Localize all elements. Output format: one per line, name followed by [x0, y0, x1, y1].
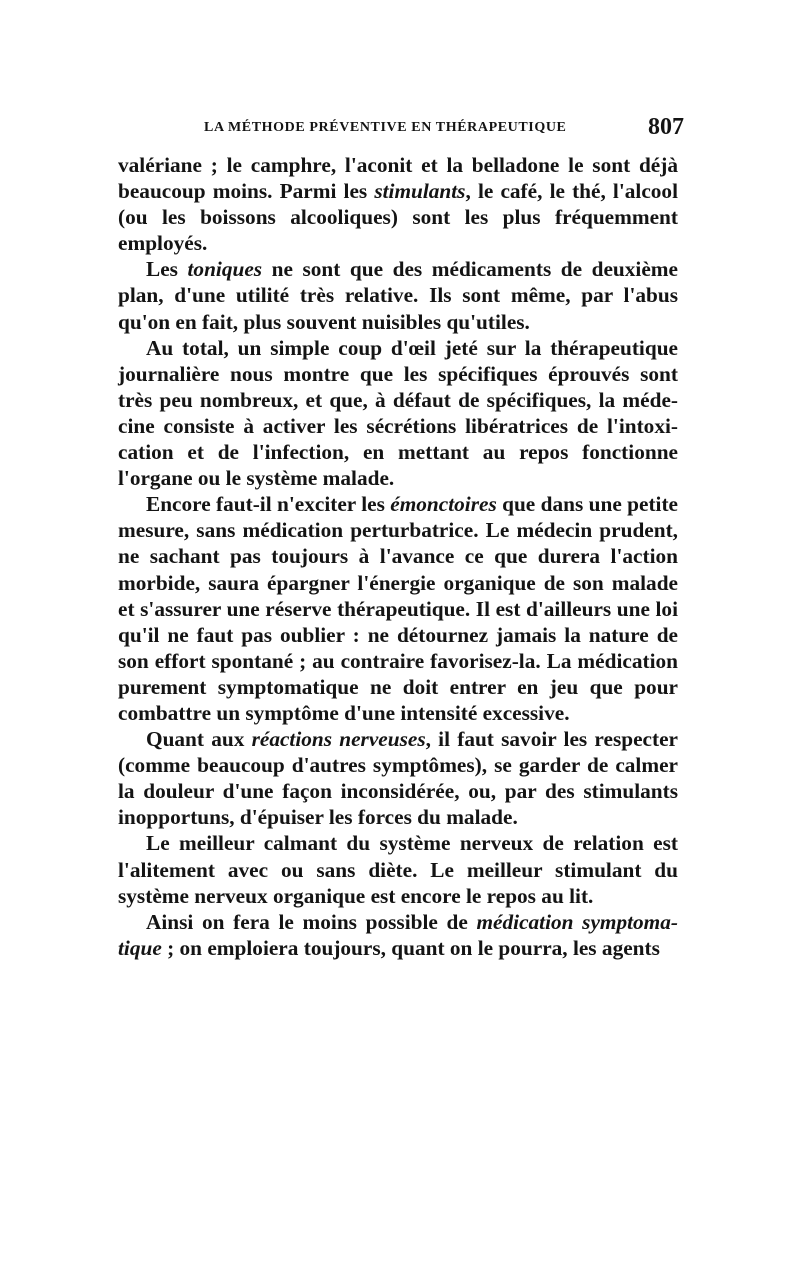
paragraph-5-text-b: , il faut savoir les respecter (comme beaucoup d'autres symptômes), se garder de calmer la douleur d'une façon inconsidérée, ou, par des stimulants inopportuns, d'épuiser les forces du malade.: [118, 727, 678, 830]
paragraph-7-emphasis: médication symptomatique: [118, 909, 678, 960]
paragraph-5: [118, 726, 678, 830]
paragraph-1-emphasis: stimulants: [374, 179, 466, 204]
running-head: [118, 114, 684, 144]
paragraph-2-text-a: Les: [146, 257, 188, 282]
body-text: [118, 152, 678, 961]
paragraph-7-text-b: ; on emploiera toujours, quant on le pourra, les agents: [161, 935, 660, 960]
paragraph-2-text-b: ne sont que des médicaments de deuxième plan, d'une utilité très relative. Ils sont même, par l'abus qu'on en fait, plus souvent nuisibles qu'utiles.: [118, 257, 678, 334]
paragraph-7: [118, 909, 678, 961]
paragraph-6-text: Le meilleur calmant du système nerveux de relation est l'alitement avec ou sans diète. Le meilleur stimulant du système nerveux organique est encore le repos au lit.: [118, 831, 678, 908]
paragraph-4-text-b: que dans une petite mesure, sans médication perturbatrice. Le médecin prudent, ne sachant pas toujours à l'avance ce que durera l'action morbide, saura épargner l'énergie organique de son malade et s'assurer une réserve thérapeutique. Il est d'ailleurs une loi qu'il ne faut pas oublier : ne détournez jamais la nature de son effort spontané ; au contraire favorisez-la. La médication purement symptomatique ne doit entrer en jeu que pour combattre un symptôme d'une intensité excessive.: [118, 492, 678, 725]
page-number: 807: [648, 114, 684, 140]
paragraph-2-emphasis: toniques: [187, 257, 263, 282]
running-title: LA MÉTHODE PRÉVENTIVE EN THÉRAPEUTIQUE: [204, 120, 567, 135]
paragraph-1: [118, 152, 678, 256]
paragraph-4: [118, 491, 678, 726]
paragraph-5-emphasis: réactions nerveuses: [251, 727, 426, 752]
paragraph-7-text-a: Ainsi on fera le moins possible de: [146, 909, 477, 934]
paragraph-3: [118, 335, 678, 492]
paragraph-4-emphasis: émonctoires: [390, 492, 497, 517]
paragraph-3-text: Au total, un simple coup d'œil jeté sur la thérapeutique journalière nous montre que les spécifiques éprouvés sont très peu nombreux, et que, à défaut de spécifiques, la médecine consiste à activer les sécrétions libératrices de l'intoxication et de l'infection, en mettant au repos fonctionne l'organe ou le système malade.: [118, 335, 678, 491]
paragraph-6: [118, 830, 678, 908]
paragraph-1-text-a: valériane ; le camphre, l'aconit et la belladone le sont déjà beaucoup moins. Parmi les: [118, 153, 678, 204]
paragraph-4-text-a: Encore faut-il n'exciter les: [146, 492, 391, 517]
paragraph-2: [118, 256, 678, 334]
paragraph-1-text-b: , le café, le thé, l'alcool (ou les boissons alcooliques) sont les plus fréquemment employés.: [118, 179, 678, 256]
paragraph-5-text-a: Quant aux: [146, 727, 252, 752]
